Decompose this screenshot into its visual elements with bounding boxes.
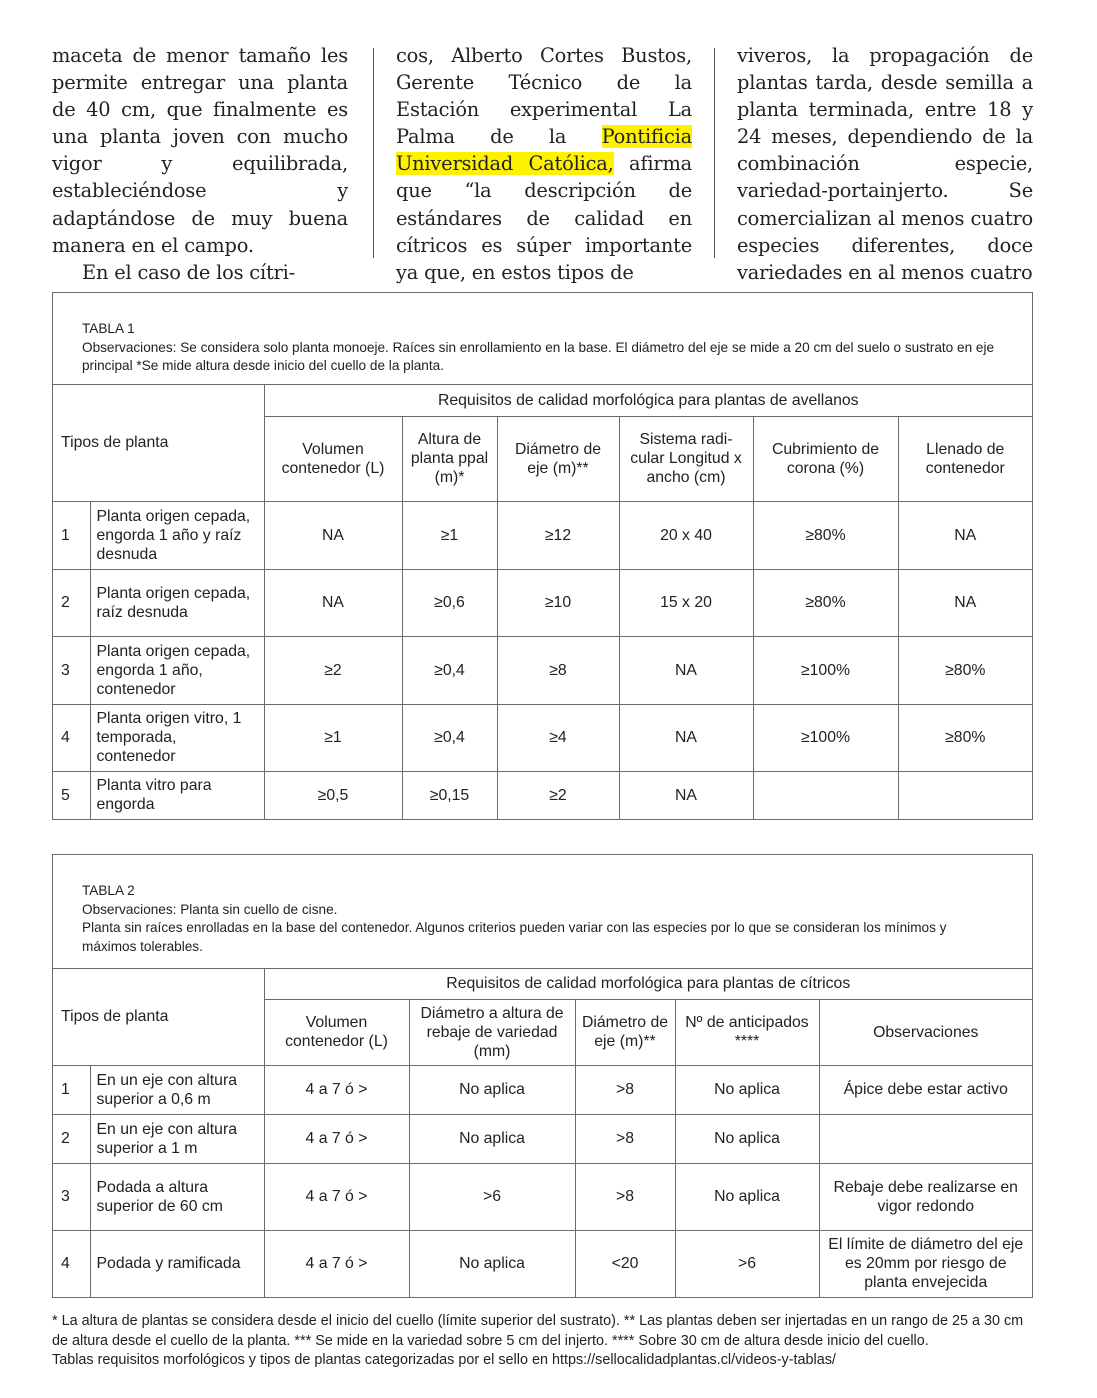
cell: NA <box>898 569 1032 636</box>
cell: >6 <box>409 1163 575 1230</box>
cell <box>898 771 1032 819</box>
plant-type: En un eje con altura superior a 1 m <box>90 1114 264 1163</box>
cell: ≥100% <box>753 704 898 771</box>
cell: ≥100% <box>753 636 898 704</box>
paragraph: maceta de menor tamaño les permite entregar una planta de 40 cm, que finalmente es una planta joven con mucho vigor y equilibrada, estableciéndose y adaptándose de muy buena manera en el campo. <box>52 44 348 257</box>
article-column-1 <box>52 42 348 286</box>
plant-type: Podada a altura superior de 60 cm <box>90 1163 264 1230</box>
cell: ≥8 <box>497 636 619 704</box>
column-divider <box>373 48 374 258</box>
cell: ≥2 <box>497 771 619 819</box>
plant-type: Planta origen vitro, 1 temporada, contenedor <box>90 704 264 771</box>
row-number: 5 <box>53 771 90 819</box>
cell: Rebaje debe realizarse en vigor redondo <box>819 1163 1032 1230</box>
cell: No aplica <box>675 1163 819 1230</box>
table-1 <box>52 292 1033 820</box>
cell: ≥80% <box>898 636 1032 704</box>
cell: ≥1 <box>402 501 497 569</box>
tipos-header: Tipos de planta <box>53 385 264 501</box>
column-header: Nº de anticipados **** <box>675 999 819 1065</box>
table-1-grid <box>53 385 1032 819</box>
highlighted-text: Pontificia Universidad Católica, <box>396 125 692 176</box>
tipos-header: Tipos de planta <box>53 969 264 1065</box>
cell: NA <box>619 636 753 704</box>
cell: No aplica <box>409 1114 575 1163</box>
plant-type: Planta vitro para engorda <box>90 771 264 819</box>
cell: ≥80% <box>753 501 898 569</box>
cell: >6 <box>675 1230 819 1297</box>
cell: ≥0,15 <box>402 771 497 819</box>
cell: ≥0,4 <box>402 704 497 771</box>
cell: >8 <box>575 1065 675 1114</box>
cell: Ápice debe estar activo <box>819 1065 1032 1114</box>
group-header: Requisitos de calidad morfológica para plantas de cítricos <box>264 969 1032 999</box>
cell: No aplica <box>409 1065 575 1114</box>
column-header: Volumen contenedor (L) <box>264 416 402 501</box>
table-row <box>53 636 1032 704</box>
cell <box>753 771 898 819</box>
article-column-2 <box>396 42 692 286</box>
table-row <box>53 501 1032 569</box>
cell: >8 <box>575 1114 675 1163</box>
article-columns <box>52 42 1033 284</box>
table-row <box>53 1065 1032 1114</box>
cell: >8 <box>575 1163 675 1230</box>
cell: No aplica <box>409 1230 575 1297</box>
footnote-link-text: Tablas requisitos morfológicos y tipos de plantas categorizadas por el sello en https://sellocalidadplantas.cl/videos-y-tablas/ <box>52 1352 836 1368</box>
column-header: Diámetro de eje (m)** <box>575 999 675 1065</box>
paragraph-text: afirma que “la descripción de estándares de calidad en cítricos es súper importante ya que, en estos tipos de <box>396 152 692 284</box>
cell: ≥0,5 <box>264 771 402 819</box>
column-divider <box>714 48 715 258</box>
column-header: Observaciones <box>819 999 1032 1065</box>
cell: NA <box>898 501 1032 569</box>
table-row <box>53 1163 1032 1230</box>
column-header: Sistema radi-cular Longitud x ancho (cm) <box>619 416 753 501</box>
table-2 <box>52 854 1033 1298</box>
cell: 15 x 20 <box>619 569 753 636</box>
cell: NA <box>619 771 753 819</box>
column-header: Diámetro de eje (m)** <box>497 416 619 501</box>
article-column-3 <box>737 42 1033 286</box>
cell: ≥0,4 <box>402 636 497 704</box>
paragraph-text: cos, Alberto Cortes Bustos, Gerente Técnico de la Estación experimental La Palma de la <box>396 44 692 149</box>
cell: No aplica <box>675 1065 819 1114</box>
cell: 4 a 7 ó > <box>264 1230 409 1297</box>
table-row <box>53 569 1032 636</box>
table-2-header <box>53 855 1032 969</box>
table-row <box>53 771 1032 819</box>
row-number: 1 <box>53 1065 90 1114</box>
plant-type: En un eje con altura superior a 0,6 m <box>90 1065 264 1114</box>
cell: NA <box>264 569 402 636</box>
footnote <box>52 1312 1042 1371</box>
row-number: 2 <box>53 1114 90 1163</box>
cell: <20 <box>575 1230 675 1297</box>
cell <box>819 1114 1032 1163</box>
cell: No aplica <box>675 1114 819 1163</box>
column-header: Altura de planta ppal (m)* <box>402 416 497 501</box>
row-number: 3 <box>53 636 90 704</box>
cell: ≥0,6 <box>402 569 497 636</box>
table-observations: Planta sin raíces enrolladas en la base del contenedor. Algunos criterios pueden variar con las especies por lo que se consideran los mínimos y máximos tolerables. <box>82 920 947 954</box>
plant-type: Planta origen cepada, engorda 1 año y raíz desnuda <box>90 501 264 569</box>
footnote-text: * La altura de plantas se considera desde el inicio del cuello (límite superior del sustrato). ** Las plantas deben ser injertadas en un rango de 25 a 30 cm de altura desde el cuello de la planta. *** Se mide en la variedad sobre 5 cm del injerto. **** Sobre 30 cm de altura desde inicio del cuello. <box>52 1313 1024 1349</box>
cell: El límite de diámetro del eje es 20mm por riesgo de planta envejecida <box>819 1230 1032 1297</box>
plant-type: Planta origen cepada, raíz desnuda <box>90 569 264 636</box>
paragraph: viveros, la propagación de plantas tarda, desde semilla a planta terminada, entre 18 y 24 meses, dependiendo de la combinación especie, variedad-portainjerto. Se comercializan al menos cuatro especies diferentes, doce variedades en al menos cuatro <box>737 44 1033 284</box>
table-1-header <box>53 293 1032 385</box>
row-number: 4 <box>53 704 90 771</box>
cell: NA <box>264 501 402 569</box>
column-header: Diámetro a altura de rebaje de variedad (mm) <box>409 999 575 1065</box>
column-header: Volumen contenedor (L) <box>264 999 409 1065</box>
cell: 4 a 7 ó > <box>264 1114 409 1163</box>
cell: NA <box>619 704 753 771</box>
row-number: 1 <box>53 501 90 569</box>
table-observations: Observaciones: Se considera solo planta monoeje. Raíces sin enrollamiento en la base. El diámetro del eje se mide a 20 cm del suelo o sustrato en eje principal *Se mide altura desde inicio del cuello de la planta. <box>82 339 995 373</box>
table-row <box>53 704 1032 771</box>
row-number: 2 <box>53 569 90 636</box>
paragraph: En el caso de los cítri- <box>82 260 295 284</box>
cell: ≥12 <box>497 501 619 569</box>
group-header: Requisitos de calidad morfológica para plantas de avellanos <box>264 385 1032 416</box>
table-title: TABLA 1 <box>82 321 135 336</box>
paragraph <box>396 42 692 286</box>
cell: ≥80% <box>898 704 1032 771</box>
cell: 20 x 40 <box>619 501 753 569</box>
cell: ≥2 <box>264 636 402 704</box>
cell: 4 a 7 ó > <box>264 1065 409 1114</box>
table-row <box>53 1230 1032 1297</box>
row-number: 3 <box>53 1163 90 1230</box>
cell: ≥80% <box>753 569 898 636</box>
table-2-grid <box>53 969 1032 1297</box>
table-title: TABLA 2 <box>82 883 135 898</box>
cell: ≥10 <box>497 569 619 636</box>
cell: ≥4 <box>497 704 619 771</box>
table-observations: Observaciones: Planta sin cuello de cisne. <box>82 901 338 917</box>
row-number: 4 <box>53 1230 90 1297</box>
cell: 4 a 7 ó > <box>264 1163 409 1230</box>
plant-type: Planta origen cepada, engorda 1 año, contenedor <box>90 636 264 704</box>
column-header: Llenado de contenedor <box>898 416 1032 501</box>
column-header: Cubrimiento de corona (%) <box>753 416 898 501</box>
plant-type: Podada y ramificada <box>90 1230 264 1297</box>
cell: ≥1 <box>264 704 402 771</box>
table-row <box>53 1114 1032 1163</box>
